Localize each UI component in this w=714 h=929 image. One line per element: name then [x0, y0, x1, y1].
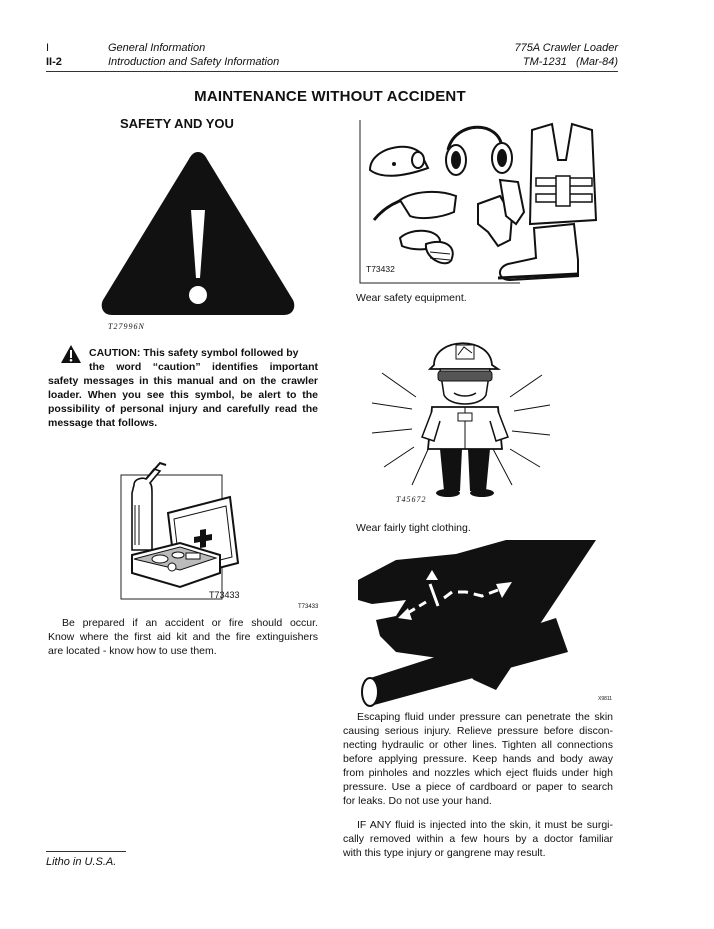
- manual-id: TM-1231 (Mar-84): [522, 56, 618, 68]
- fire-extinguisher-icon: [132, 463, 166, 550]
- caution-alert-icon: [60, 344, 82, 364]
- safety-equipment-figure-id: T73432: [366, 264, 395, 274]
- caution-line-5: possibility of personal injury and carefully read the: [48, 403, 318, 415]
- injection-line-2: cally removed within a few hours by a doctor familiar: [343, 833, 613, 845]
- first-aid-figure-id: T73433: [209, 590, 240, 600]
- first-aid-figure-id-small: T73433: [298, 604, 319, 610]
- clothing-caption: Wear fairly tight clothing.: [356, 522, 471, 534]
- first-aid-kit-illustration: [120, 455, 270, 605]
- footer-rule: [46, 851, 126, 852]
- clothing-figure-id: T45672: [396, 495, 427, 504]
- section-title: General Information: [108, 42, 206, 54]
- earmuffs-icon: [446, 127, 512, 175]
- caution-line-2: the word “caution” identifies important: [89, 361, 318, 373]
- injection-line-1: IF ANY fluid is injected into the skin, it must be surgi-: [357, 819, 613, 831]
- fluid-line-6: pressure. Use a piece of cardboard or paper to search: [343, 781, 613, 793]
- gloves-icon: [478, 180, 524, 246]
- caution-line-3: safety messages in this manual and on the crawler: [48, 375, 318, 387]
- fluid-line-2: causing serious injury. Relieve pressure before discon-: [343, 725, 613, 737]
- first-aid-line-3: are located - know how to use them.: [48, 645, 217, 657]
- fluid-figure-id: X9811: [598, 696, 613, 702]
- fluid-injection-illustration: [356, 540, 596, 705]
- caution-line-4: loader. When you see this symbol, be alert to the: [48, 389, 318, 401]
- subsection-title: Introduction and Safety Information: [108, 56, 280, 68]
- first-aid-line-2: Know where the first aid kit and the fire extinguishers: [48, 631, 318, 643]
- hard-hat-icon: [370, 147, 428, 176]
- page-number: II-2: [46, 56, 62, 68]
- footer-litho: Litho in U.S.A.: [46, 856, 117, 868]
- injection-line-3: with this type injury or gangrene may result.: [343, 847, 546, 859]
- first-aid-line-1: Be prepared if an accident or fire should occur.: [62, 617, 318, 629]
- fluid-line-3: necting hydraulic or other lines. Tighten all connections: [343, 739, 613, 751]
- safety-equipment-illustration: [360, 120, 610, 290]
- page-title: MAINTENANCE WITHOUT ACCIDENT: [194, 88, 466, 105]
- product-name: 775A Crawler Loader: [514, 42, 618, 54]
- section-number: I: [46, 42, 50, 54]
- caution-label: CAUTION:: [89, 347, 141, 359]
- section-heading: SAFETY AND YOU: [120, 116, 234, 131]
- worker-clothing-illustration: [372, 325, 552, 505]
- fluid-line-5: from pinholes and nozzles which eject fluids under high: [343, 767, 613, 779]
- fluid-line-7: for leaks. Do not use your hand.: [343, 795, 492, 807]
- caution-line-6: message that follows.: [48, 417, 158, 429]
- safety-glasses-icon: [374, 192, 456, 220]
- caution-line-1: CAUTION: This safety symbol followed by: [89, 347, 299, 359]
- fluid-line-4: before applying pressure. Keep hands and body away: [343, 753, 613, 765]
- header-rule: [46, 71, 618, 72]
- safety-vest-icon: [530, 124, 596, 224]
- alert-symbol-figure-id: T27996N: [108, 322, 145, 331]
- safety-alert-triangle-icon: [98, 150, 298, 320]
- ear-plugs-icon: [400, 231, 453, 264]
- fluid-line-1: Escaping fluid under pressure can penetrate the skin: [357, 711, 613, 723]
- safety-equipment-caption: Wear safety equipment.: [356, 292, 467, 304]
